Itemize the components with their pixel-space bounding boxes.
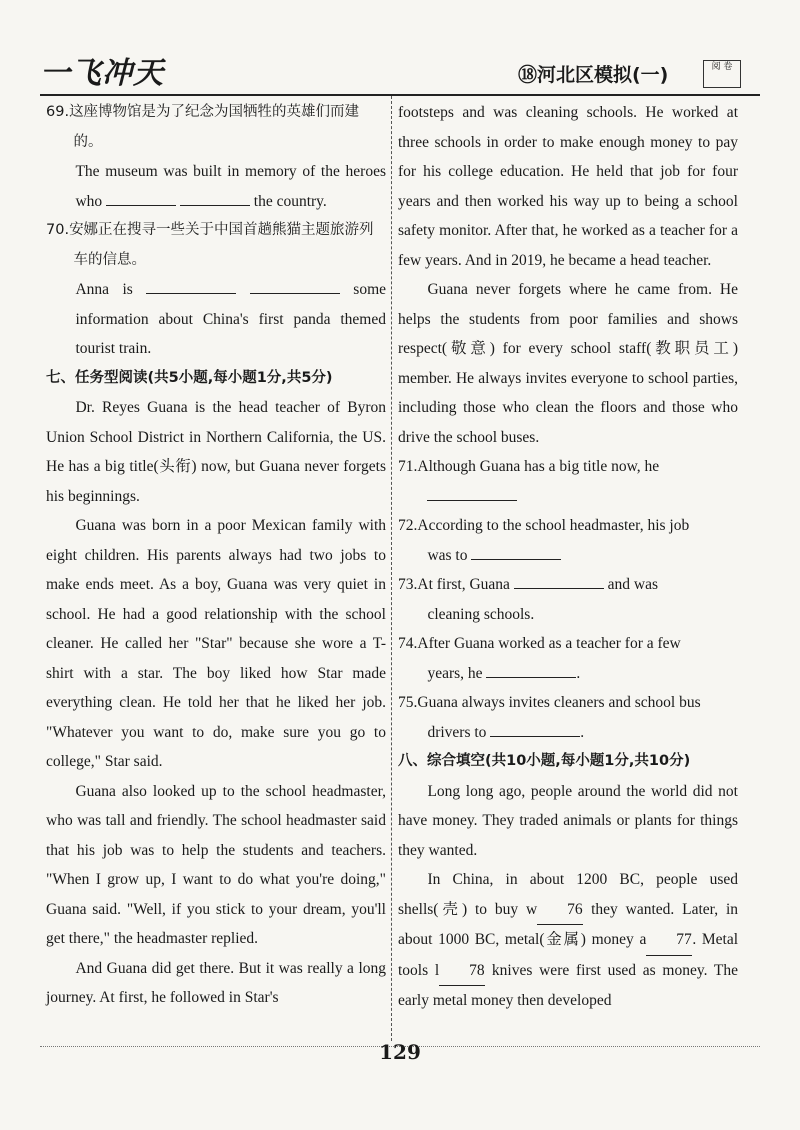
question-75: 75.Guana always invites cleaners and school bus drivers to . bbox=[398, 694, 701, 741]
answer-blank[interactable] bbox=[106, 187, 176, 206]
section-7-title: 七、任务型阅读(共5小题,每小题1分,共5分) bbox=[46, 369, 333, 386]
passage-paragraph: And Guana did get there. But it was really a long journey. At first, he followed in Star's bbox=[46, 959, 386, 1006]
section-8-title: 八、综合填空(共10小题,每小题1分,共10分) bbox=[398, 753, 691, 769]
right-column bbox=[398, 98, 738, 1016]
passage-paragraph: Dr. Reyes Guana is the head teacher of Byron Union School District in Northern California, the US. He has a big title(头衔) now, but Guana never forgets his beginnings. bbox=[46, 399, 386, 505]
column-divider bbox=[391, 96, 392, 1041]
answer-blank[interactable] bbox=[427, 482, 517, 501]
answer-blank[interactable] bbox=[180, 187, 250, 206]
page-header bbox=[0, 0, 800, 96]
question-73: 73.At first, Guana and was cleaning schools. bbox=[398, 570, 738, 629]
blank-76[interactable]: 76 bbox=[537, 895, 583, 926]
passage-paragraph: footsteps and was cleaning schools. He worked at three schools in order to make enough money to pay for his college education. He held that job for four years and then worked his way up to being a school safety monitor. After that, he worked as a teacher for a few years. And in 2019, he became a head teacher. bbox=[398, 104, 738, 269]
question-70-english: Anna is some information about China's first panda themed tourist train. bbox=[46, 275, 386, 364]
answer-blank[interactable] bbox=[514, 570, 604, 589]
answer-blank[interactable] bbox=[146, 275, 236, 294]
exam-title: ⑱河北区模拟(一) bbox=[518, 64, 669, 86]
left-column bbox=[46, 98, 386, 1013]
answer-blank[interactable] bbox=[250, 275, 340, 294]
question-71: 71.Although Guana has a big title now, he bbox=[398, 452, 738, 511]
answer-blank[interactable] bbox=[471, 541, 561, 560]
question-74: 74.After Guana worked as a teacher for a few years, he . bbox=[398, 635, 681, 682]
blank-78[interactable]: 78 bbox=[439, 956, 485, 987]
question-72: 72.According to the school headmaster, his job was to bbox=[398, 517, 690, 564]
answer-blank[interactable] bbox=[486, 659, 576, 678]
cloze-paragraph: Long long ago, people around the world did not have money. They traded animals or plants for things they wanted. bbox=[398, 782, 738, 859]
series-logo: 一飞冲天 bbox=[40, 56, 164, 91]
question-70-chinese: 70.安娜正在搜寻一些关于中国首趟熊猫主题旅游列车的信息。 bbox=[46, 222, 374, 268]
passage-paragraph: Guana was born in a poor Mexican family with eight children. His parents always had two jobs to make ends meet. As a boy, Guana was very quiet in school. He had a good relationship with the school cleaner. He called her "Star" because she wore a T-shirt with a star. The boy liked how Star made everything clean. He told her that he liked her job. "Whatever you want to do, make sure you go to college," Star said. bbox=[46, 517, 386, 770]
question-69-chinese: 69.这座博物馆是为了纪念为国牺牲的英雄们而建的。 bbox=[46, 104, 360, 150]
blank-77[interactable]: 77 bbox=[646, 925, 692, 956]
header-rule bbox=[40, 94, 760, 96]
page-number: 129 bbox=[379, 1040, 421, 1064]
answer-blank[interactable] bbox=[490, 718, 580, 737]
grading-box: 阅 卷 bbox=[703, 60, 741, 88]
passage-paragraph: Guana never forgets where he came from. He helps the students from poor families and shows respect(敬意) for every school staff(教职员工) member. He always invites everyone to school parties, including those who clean the floors and those who drive the school buses. bbox=[398, 281, 738, 446]
cloze-paragraph: In China, in about 1200 BC, people used shells(壳) to buy w 76 they wanted. Later, in about 1000 BC, metal(金属) money a 77. Metal tools l 78 knives were first used as money. The early metal money then developed bbox=[398, 871, 739, 1009]
question-69-english: The museum was built in memory of the heroes who the country. bbox=[75, 163, 386, 210]
passage-paragraph: Guana also looked up to the school headmaster, who was tall and friendly. The school headmaster said that his job was to help the students and teachers. "When I grow up, I want to do what you're doing," Guana said. "Well, if you stick to your dream, you'll get there," the headmaster replied. bbox=[46, 782, 386, 947]
